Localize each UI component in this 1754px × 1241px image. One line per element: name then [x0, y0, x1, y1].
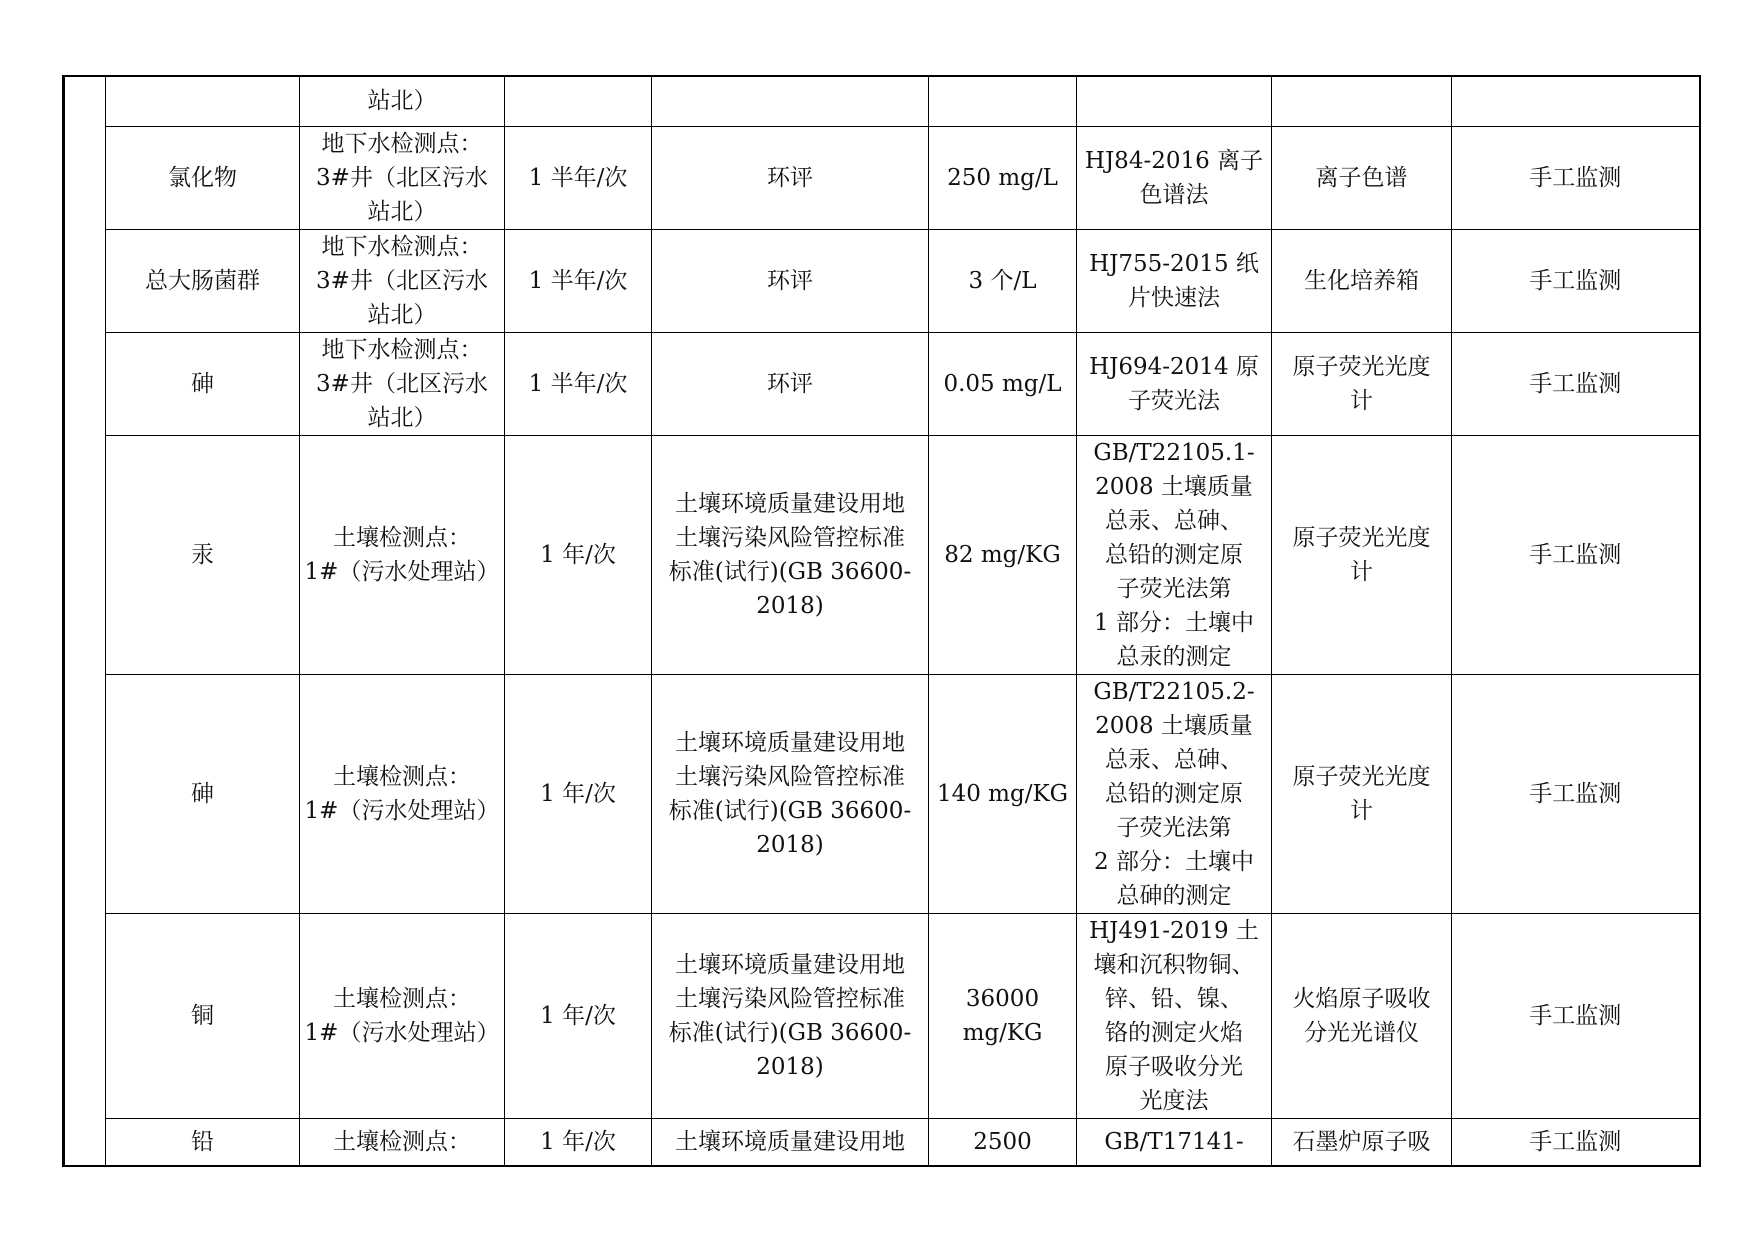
- method-cell: HJ84-2016 离子 色谱法: [1077, 126, 1272, 229]
- limit-cell: 36000 mg/KG: [929, 913, 1077, 1118]
- limit-cell: [929, 76, 1077, 126]
- method-cell: HJ755-2015 纸 片快速法: [1077, 229, 1272, 332]
- limit-cell: 2500: [929, 1118, 1077, 1166]
- standard-source-cell: 土壤环境质量建设用地 土壤污染风险管控标准 标准(试行)(GB 36600- 2018): [652, 435, 929, 674]
- instrument-cell: 原子荧光光度 计: [1272, 435, 1452, 674]
- item-cell: 氯化物: [106, 126, 300, 229]
- method-cell: [1077, 76, 1272, 126]
- monitoring-point-cell: 地下水检测点： 3#井（北区污水 站北）: [300, 332, 505, 435]
- monitoring-mode-cell: 手工监测: [1452, 913, 1700, 1118]
- limit-cell: 250 mg/L: [929, 126, 1077, 229]
- standard-source-cell: 土壤环境质量建设用地 土壤污染风险管控标准 标准(试行)(GB 36600- 2018): [652, 674, 929, 913]
- frequency-cell: 1 半年/次: [505, 229, 652, 332]
- table-row: [64, 229, 1700, 332]
- frequency-cell: 1 年/次: [505, 913, 652, 1118]
- monitoring-point-cell: 土壤检测点： 1#（污水处理站）: [300, 435, 505, 674]
- monitoring-point-cell: 土壤检测点：: [300, 1118, 505, 1166]
- limit-cell: 0.05 mg/L: [929, 332, 1077, 435]
- item-cell: 汞: [106, 435, 300, 674]
- standard-source-cell: 土壤环境质量建设用地 土壤污染风险管控标准 标准(试行)(GB 36600- 2018): [652, 913, 929, 1118]
- table-row: [64, 435, 1700, 674]
- table-row: [64, 332, 1700, 435]
- monitoring-table: [62, 75, 1701, 1167]
- instrument-cell: 火焰原子吸收 分光光谱仪: [1272, 913, 1452, 1118]
- item-cell: 总大肠菌群: [106, 229, 300, 332]
- item-cell: 铅: [106, 1118, 300, 1166]
- monitoring-mode-cell: 手工监测: [1452, 435, 1700, 674]
- instrument-cell: 生化培养箱: [1272, 229, 1452, 332]
- frequency-cell: 1 半年/次: [505, 332, 652, 435]
- table-row: [64, 674, 1700, 913]
- table-row: [64, 1118, 1700, 1166]
- limit-cell: 140 mg/KG: [929, 674, 1077, 913]
- method-cell: GB/T22105.1- 2008 土壤质量 总汞、总砷、 总铅的测定原 子荧光法第 1 部分：土壤中 总汞的测定: [1077, 435, 1272, 674]
- instrument-cell: 原子荧光光度 计: [1272, 332, 1452, 435]
- standard-source-cell: 环评: [652, 332, 929, 435]
- method-cell: HJ491-2019 土 壤和沉积物铜、 锌、铅、镍、 铬的测定火焰 原子吸收分光 光度法: [1077, 913, 1272, 1118]
- frequency-cell: [505, 76, 652, 126]
- monitoring-point-cell: 土壤检测点： 1#（污水处理站）: [300, 913, 505, 1118]
- frequency-cell: 1 年/次: [505, 1118, 652, 1166]
- frequency-cell: 1 年/次: [505, 674, 652, 913]
- item-cell: [106, 76, 300, 126]
- method-cell: GB/T22105.2- 2008 土壤质量 总汞、总砷、 总铅的测定原 子荧光法第 2 部分：土壤中 总砷的测定: [1077, 674, 1272, 913]
- frequency-cell: 1 半年/次: [505, 126, 652, 229]
- limit-cell: 82 mg/KG: [929, 435, 1077, 674]
- instrument-cell: 离子色谱: [1272, 126, 1452, 229]
- table-row: [64, 126, 1700, 229]
- monitoring-point-cell: 站北）: [300, 76, 505, 126]
- monitoring-mode-cell: [1452, 76, 1700, 126]
- method-cell: HJ694-2014 原 子荧光法: [1077, 332, 1272, 435]
- monitoring-mode-cell: 手工监测: [1452, 229, 1700, 332]
- monitoring-mode-cell: 手工监测: [1452, 1118, 1700, 1166]
- item-cell: 铜: [106, 913, 300, 1118]
- item-cell: 砷: [106, 674, 300, 913]
- standard-source-cell: 土壤环境质量建设用地: [652, 1118, 929, 1166]
- standard-source-cell: 环评: [652, 229, 929, 332]
- monitoring-mode-cell: 手工监测: [1452, 332, 1700, 435]
- method-cell: GB/T17141-: [1077, 1118, 1272, 1166]
- table-row: [64, 76, 1700, 126]
- standard-source-cell: [652, 76, 929, 126]
- instrument-cell: [1272, 76, 1452, 126]
- item-cell: 砷: [106, 332, 300, 435]
- monitoring-point-cell: 地下水检测点： 3#井（北区污水 站北）: [300, 229, 505, 332]
- instrument-cell: 石墨炉原子吸: [1272, 1118, 1452, 1166]
- monitoring-mode-cell: 手工监测: [1452, 674, 1700, 913]
- instrument-cell: 原子荧光光度 计: [1272, 674, 1452, 913]
- monitoring-point-cell: 地下水检测点： 3#井（北区污水 站北）: [300, 126, 505, 229]
- monitoring-mode-cell: 手工监测: [1452, 126, 1700, 229]
- left-margin-cell: [64, 76, 106, 1166]
- monitoring-point-cell: 土壤检测点： 1#（污水处理站）: [300, 674, 505, 913]
- limit-cell: 3 个/L: [929, 229, 1077, 332]
- standard-source-cell: 环评: [652, 126, 929, 229]
- table-row: [64, 913, 1700, 1118]
- frequency-cell: 1 年/次: [505, 435, 652, 674]
